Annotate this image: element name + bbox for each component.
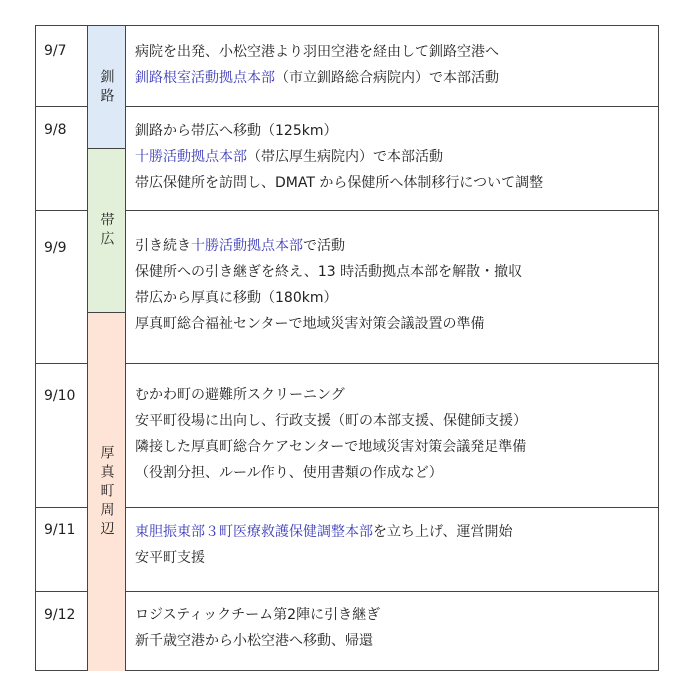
description-line: 安平町役場に出向し、行政支援（町の本部支援、保健師支援） [135,413,527,429]
description-cell [126,519,658,571]
row-separator [36,210,87,211]
place-label: 厚真町周辺 [98,444,115,540]
date-cell: 9/8 [44,122,67,138]
description-line: 帯広保健所を訪問し、DMAT から保健所へ体制移行について調整 [135,175,544,191]
description-cell [126,382,658,486]
description-cell [126,602,658,654]
column-divider [87,26,88,670]
description-line: 保健所への引き継ぎを終え、13 時活動拠点本部を解散・撤収 [135,264,523,280]
row-separator [125,507,658,508]
date-cell: 9/7 [44,43,67,59]
description-line: 安平町支援 [135,550,205,566]
row-separator [125,210,658,211]
row-separator [36,363,87,364]
description-line: 病院を出発、小松空港より羽田空港を経由して釧路空港へ [135,44,499,60]
row-separator [36,591,87,592]
description-line: 引き続き十勝活動拠点本部で活動 [135,238,345,254]
description-line: 十勝活動拠点本部（帯広厚生病院内）で本部活動 [135,149,443,165]
row-separator [125,363,658,364]
description-line: （役割分担、ルール作り、使用書類の作成など） [135,465,443,481]
highlighted-text: 十勝活動拠点本部 [135,149,247,165]
place-obihiro [88,149,125,313]
description-line: 厚真町総合福祉センターで地域災害対策会議設置の準備 [135,316,485,332]
description-line: 釧路から帯広へ移動（125km） [135,123,338,139]
description-cell [126,233,658,337]
place-atsuma [88,313,125,671]
place-label: 釧路 [98,68,115,107]
date-cell: 9/9 [44,240,67,256]
description-line: むかわ町の避難所スクリーニング [135,387,345,403]
highlighted-text: 釧路根室活動拠点本部 [135,70,275,86]
row-separator [125,106,658,107]
highlighted-text: 東胆振東部３町医療救護保健調整本部 [135,524,373,540]
date-cell: 9/12 [44,607,76,623]
description-line: 釧路根室活動拠点本部（市立釧路総合病院内）で本部活動 [135,70,499,86]
place-kushiro [88,26,125,149]
description-line: 帯広から厚真に移動（180km） [135,290,338,306]
date-cell: 9/10 [44,388,76,404]
row-separator [36,106,87,107]
description-cell [126,39,658,91]
place-separator [87,312,125,313]
description-cell [126,118,658,196]
date-cell: 9/11 [44,522,76,538]
schedule-table [35,25,659,671]
place-separator [87,148,125,149]
row-separator [36,507,87,508]
highlighted-text: 十勝活動拠点本部 [191,238,303,254]
place-label: 帯広 [98,212,115,250]
description-line: 東胆振東部３町医療救護保健調整本部を立ち上げ、運営開始 [135,524,513,540]
description-line: 新千歳空港から小松空港へ移動、帰還 [135,633,373,649]
row-separator [125,591,658,592]
description-line: 隣接した厚真町総合ケアセンターで地域災害対策会議発足準備 [135,439,527,455]
description-line: ロジスティックチーム第2陣に引き継ぎ [135,607,381,623]
